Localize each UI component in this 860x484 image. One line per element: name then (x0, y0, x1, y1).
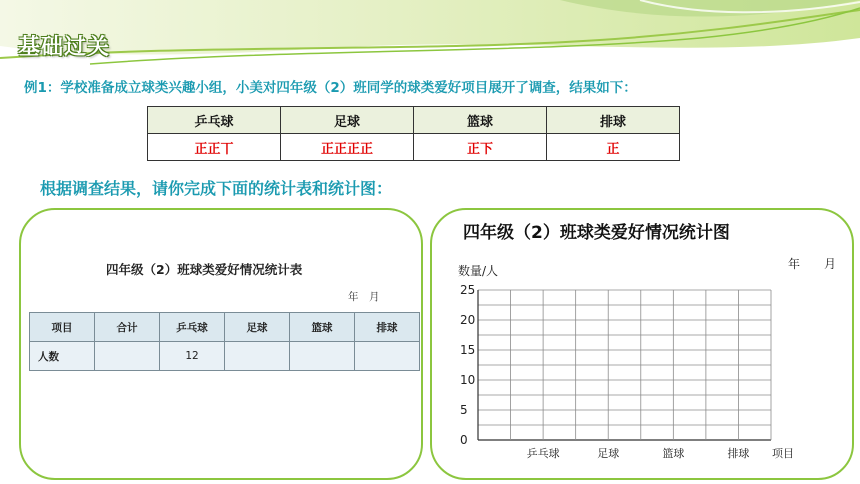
survey-header-row (148, 107, 680, 134)
stat-header-row (30, 313, 420, 342)
stat-row-label: 人数 (30, 342, 95, 371)
x-axis-label: 项目 (772, 447, 794, 460)
x-tick-label: 篮球 (662, 447, 685, 460)
x-tick-label: 排球 (727, 447, 750, 460)
y-tick-label: 15 (460, 343, 476, 357)
instruction-text: 根据调查结果，请你完成下面的统计表和统计图： (40, 179, 393, 198)
stat-header-cell: 排球 (355, 313, 420, 342)
stat-table (29, 312, 420, 371)
survey-table (147, 106, 680, 161)
stat-pingpong-cell[interactable]: 12 (160, 342, 225, 371)
bar-chart-grid (440, 280, 810, 470)
survey-header-cell: 篮球 (414, 107, 547, 134)
section-title: 基础过关 (18, 35, 111, 60)
stat-total-cell[interactable] (95, 342, 160, 371)
chart-date: 年 月 (788, 257, 837, 271)
y-tick-label: 10 (460, 373, 476, 387)
stat-data-row (30, 342, 420, 371)
tally-cell: 正 (547, 134, 680, 161)
stat-football-cell[interactable] (225, 342, 290, 371)
intro-text: 例1：学校准备成立球类兴趣小组，小美对四年级（2）班同学的球类爱好项目展开了调查，结果如下： (24, 80, 637, 96)
tally-cell: 正下 (414, 134, 547, 161)
survey-header-cell: 乒乓球 (148, 107, 281, 134)
stat-basketball-cell[interactable] (290, 342, 355, 371)
survey-tally-row (148, 134, 680, 161)
y-tick-label: 0 (460, 433, 468, 447)
stat-header-cell: 篮球 (290, 313, 355, 342)
stat-header-cell: 乒乓球 (160, 313, 225, 342)
chart-y-axis-label: 数量/人 (458, 264, 499, 278)
chart-title: 四年级（2）班球类爱好情况统计图 (463, 223, 730, 243)
x-tick-label: 乒乓球 (526, 447, 560, 460)
tally-cell: 正正丅 (148, 134, 281, 161)
y-tick-label: 20 (460, 313, 476, 327)
survey-header-cell: 足球 (281, 107, 414, 134)
survey-header-cell: 排球 (547, 107, 680, 134)
stat-header-cell: 项目 (30, 313, 95, 342)
stat-header-cell: 合计 (95, 313, 160, 342)
stat-table-date: 年 月 (348, 291, 380, 303)
tally-cell: 正正正正 (281, 134, 414, 161)
y-tick-label: 5 (460, 403, 468, 417)
stat-header-cell: 足球 (225, 313, 290, 342)
y-tick-label: 25 (460, 283, 476, 297)
stat-volleyball-cell[interactable] (355, 342, 420, 371)
x-tick-label: 足球 (597, 447, 620, 460)
header-banner (0, 0, 860, 70)
stat-table-title: 四年级（2）班球类爱好情况统计表 (106, 262, 303, 277)
